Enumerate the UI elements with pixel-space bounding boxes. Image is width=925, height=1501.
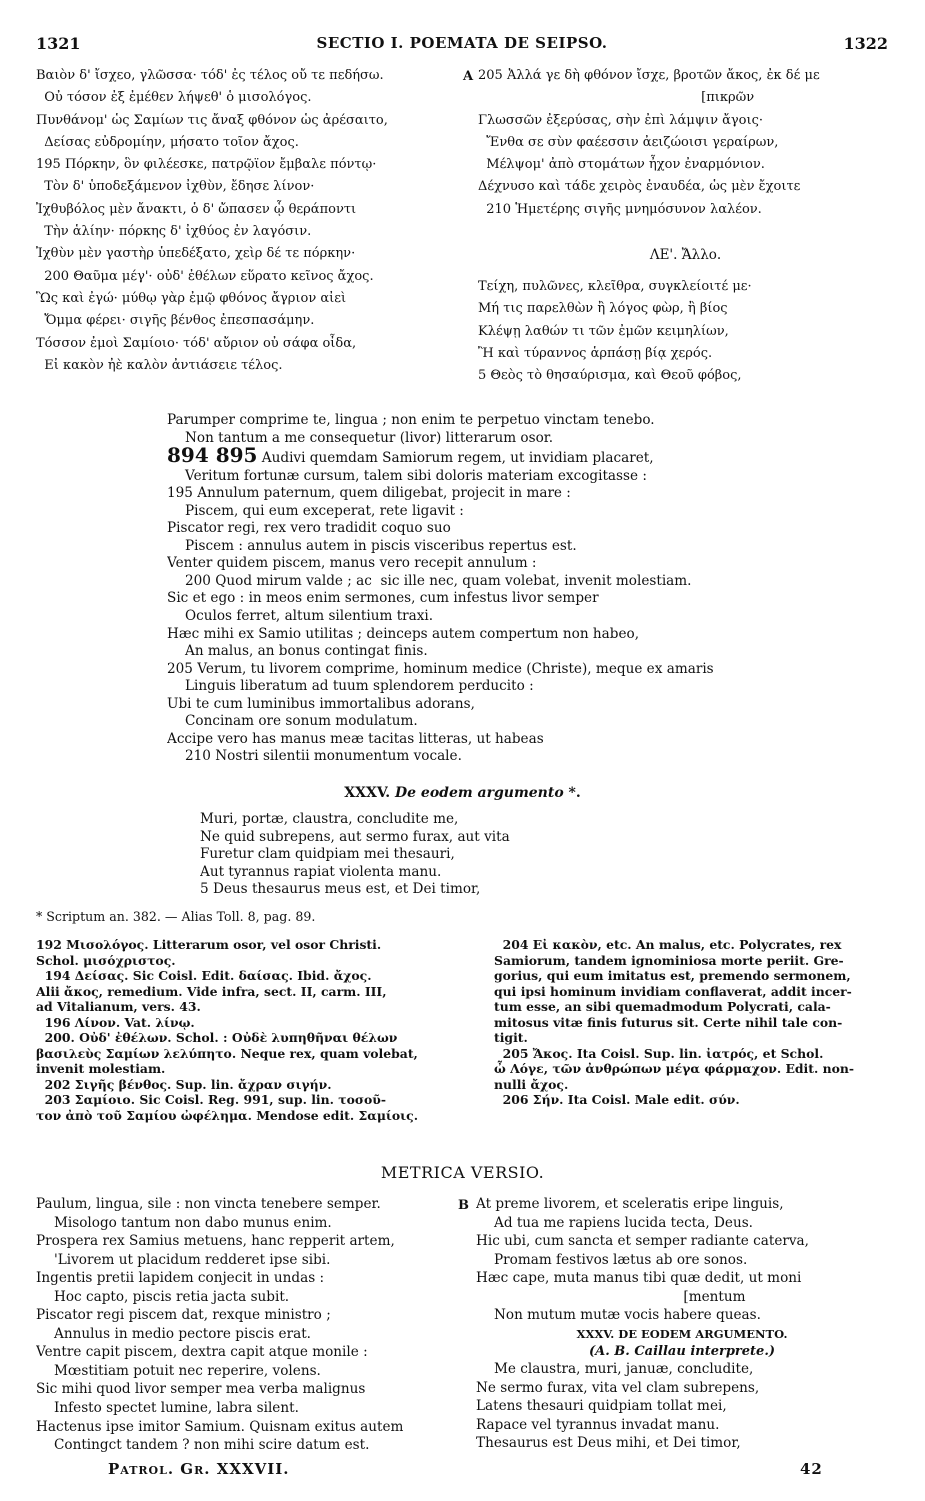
greek-line: Δέχνυσο καὶ τάδε χειρὸς ἐναυδέα, ὡς μὲν ἔχοιτε bbox=[478, 179, 801, 195]
verse-line: Hoc capto, piscis retia jacta subit. bbox=[54, 1288, 290, 1305]
note-line: tum esse, an sibi quemadmodum Polycrati, cala- bbox=[494, 999, 831, 1015]
page-header bbox=[36, 34, 888, 56]
page-number-right: 1322 bbox=[843, 34, 888, 53]
greek-text-left bbox=[36, 65, 461, 377]
latin-line: Piscem : annulus autem in piscis visceribus repertus est. bbox=[185, 537, 577, 554]
line-text: Audivi quemdam Samiorum regem, ut invidiam placaret, bbox=[261, 450, 654, 467]
verse-line: Hæc cape, muta manus tibi quæ dedit, ut moni bbox=[476, 1270, 802, 1287]
latin-line: Sic et ego : in meos enim sermones, cum infestus livor semper bbox=[167, 590, 599, 607]
note-line: qui ipsi hominum invidiam conflaverat, addit incer- bbox=[494, 983, 852, 999]
greek-line: Μή τις παρελθὼν ἢ λόγος φὼρ, ἢ βίος bbox=[478, 301, 728, 317]
greek-line: Δείσας εὐδρομίην, μήσατο τοῖον ἄχος. bbox=[36, 134, 299, 150]
greek-line: 200 Θαῦμα μέγ'· οὐδ' ἐθέλων εὕρατο κεῖνος ἄχος. bbox=[36, 268, 374, 284]
verse-line: Misologo tantum non dabo munus enim. bbox=[54, 1214, 332, 1231]
greek-line: 210 Ἡμετέρης σιγῆς μνημόσυνον λαλέον. bbox=[478, 201, 762, 217]
greek-line: 195 Πόρκην, ὃν φιλέεσκε, πατρῷϊον ἔμβαλε πόντῳ· bbox=[36, 157, 377, 173]
note-line: βασιλεὺς Σαμίων λελύπητο. Neque rex, quam volebat, bbox=[36, 1045, 418, 1061]
latin-line bbox=[167, 443, 887, 468]
verse-line: Rapace vel tyrannus invadat manu. bbox=[476, 1416, 720, 1433]
latin-line: Concinam ore sonum modulatum. bbox=[185, 713, 418, 730]
verse-line: Promam festivos lætus ab ore sonos. bbox=[494, 1251, 748, 1268]
note-line: Samiorum, tandem ignominiosa morte periit. Gre- bbox=[494, 952, 844, 968]
note-line: 206 Σήν. Ita Coisl. Male edit. σύν. bbox=[494, 1092, 740, 1108]
latin-line: Ne quid subrepens, aut sermo furax, aut vita bbox=[200, 828, 510, 845]
latin-translation bbox=[167, 412, 887, 766]
latin-line: Aut tyrannus rapiat violenta manu. bbox=[200, 863, 442, 880]
notes-left bbox=[36, 937, 481, 1124]
latin-line: Non tantum a me consequetur (livor) litterarum osor. bbox=[185, 429, 554, 446]
greek-line: Πυνθάνομ' ὡς Σαμίων τις ἄναξ φθόνον ὡς ἀρέσαιτο, bbox=[36, 112, 388, 128]
latin-title-footnote-mark: *. bbox=[563, 785, 581, 801]
note-line: 192 Μισολόγος. Litterarum osor, vel osor Christi. bbox=[36, 937, 382, 952]
metrica-right-subtitle: (A. B. Caillau interprete.) bbox=[589, 1344, 775, 1359]
latin-line: Accipe vero has manus meæ tacitas litteras, ut habeas bbox=[167, 730, 544, 747]
greek-line: Οὐ τόσον ἐξ ἐμέθεν λήψεθ' ὁ μισολόγος. bbox=[36, 90, 312, 106]
greek-line: Τόσσον ἐμοὶ Σαμίοιο· τόδ' αὔριον οὐ σάφα οἶδα, bbox=[36, 335, 357, 351]
latin-line: Oculos ferret, altum silentium traxi. bbox=[185, 608, 434, 625]
verse-line: 'Livorem ut placidum redderet ipse sibi. bbox=[54, 1251, 331, 1268]
latin-line: 195 Annulum paternum, quem diligebat, projecit in mare : bbox=[167, 485, 571, 502]
note-line: Schol. μισόχριστος. bbox=[36, 952, 176, 968]
verse-line: Latens thesauri quidpiam tollat mei, bbox=[476, 1398, 727, 1415]
running-title: SECTIO I. POEMATA DE SEIPSO. bbox=[316, 34, 608, 52]
margin-marker-a: A bbox=[463, 69, 474, 84]
note-line: nulli ἄχος. bbox=[494, 1076, 569, 1092]
latin-line: Ubi te cum luminibus immortalibus adorans, bbox=[167, 695, 475, 712]
latin-line: Venter quidem piscem, manus vero recepit annulum : bbox=[167, 555, 537, 572]
greek-line: Εἰ κακὸν ἠὲ καλὸν ἀντιάσειε τέλος. bbox=[36, 357, 283, 373]
notes-right bbox=[494, 937, 890, 1108]
note-line: ad Vitalianum, vers. 43. bbox=[36, 999, 201, 1015]
verse-line: Prospera rex Samius metuens, hanc repperit artem, bbox=[36, 1233, 395, 1250]
greek-line: Βαιὸν δ' ἴσχεο, γλῶσσα· τόδ' ἐς τέλος οὔ τε πεδήσω. bbox=[36, 68, 384, 83]
greek-line: Γλωσσῶν ἐξερύσας, σὴν ἐπὶ λάμψιν ἄγοις· bbox=[478, 112, 763, 128]
verse-line: Ingentis pretii lapidem conjecit in undas : bbox=[36, 1270, 325, 1287]
latin-line: Hæc mihi ex Samio utilitas ; deinceps autem compertum non habeo, bbox=[167, 625, 640, 642]
verse-line: Me claustra, muri, januæ, concludite, bbox=[494, 1361, 754, 1377]
verse-line: Infesto spectet lumine, labra silent. bbox=[54, 1400, 299, 1417]
greek-poem-title: ΛΕ'. Ἄλλο. bbox=[649, 247, 722, 263]
note-line: tigit. bbox=[494, 1030, 528, 1046]
latin-line: 210 Nostri silentii monumentum vocale. bbox=[185, 748, 462, 765]
latin-line: 200 Quod mirum valde ; ac sic ille nec, quam volebat, invenit molestiam. bbox=[185, 572, 692, 589]
footnote: * Scriptum an. 382. — Alias Toll. 8, pag. 89. bbox=[36, 909, 316, 924]
greek-line: Τὸν δ' ὑποδεξάμενον ἰχθὺν, ἔδησε λίνον· bbox=[36, 179, 315, 195]
metrica-right-title: XXXV. DE EODEM ARGUMENTO. bbox=[576, 1327, 788, 1341]
note-line: 205 Ἄκος. Ita Coisl. Sup. lin. ἰατρός, et Schol. bbox=[494, 1045, 824, 1061]
verse-line: Non mutum mutæ vocis habere queas. bbox=[494, 1307, 761, 1324]
note-line: τον ἀπὸ τοῦ Σαμίου ὠφέλημα. Mendose edit. Σαμίοις. bbox=[36, 1108, 419, 1124]
latin-line: Muri, portæ, claustra, concludite me, bbox=[200, 811, 459, 827]
note-line: Alii ἄκος, remedium. Vide infra, sect. II, carm. III, bbox=[36, 983, 387, 999]
note-line: 200. Οὐδ' ἐθέλων. Schol. : Οὐδὲ λυπηθῆναι θέλων bbox=[36, 1030, 398, 1046]
greek-line: Ἔνθα σε σὺν φαέεσσιν ἀειζώοισι γεραίρων, bbox=[478, 134, 779, 150]
verse-line: [mentum bbox=[476, 1288, 746, 1305]
margin-marker-b: B bbox=[458, 1198, 469, 1213]
latin-title-number: XXXV. bbox=[344, 785, 391, 801]
footer-left: Patrol. Gr. XXXVII. bbox=[108, 1460, 290, 1478]
latin-line: An malus, an bonus contingat finis. bbox=[185, 643, 428, 660]
note-line: invenit molestiam. bbox=[36, 1061, 166, 1077]
verse-line: Piscator regi piscem dat, rexque ministro ; bbox=[36, 1307, 331, 1324]
greek-line: Ἢ καὶ τύραννος ἁρπάσῃ βίᾳ χερός. bbox=[478, 345, 713, 361]
verse-line: Ventre capit piscem, dextra capit atque monile : bbox=[36, 1344, 368, 1361]
note-line: 196 Λίνον. Vat. λίνῳ. bbox=[36, 1014, 195, 1030]
latin-line: Piscem, qui eum exceperat, rete ligavit : bbox=[185, 502, 464, 519]
verse-line: Contingct tandem ? non mihi scire datum est. bbox=[54, 1437, 370, 1454]
metrica-left bbox=[36, 1195, 466, 1455]
footer-right: 42 bbox=[800, 1460, 823, 1478]
verse-line: At preme livorem, et sceleratis eripe linguis, bbox=[476, 1196, 784, 1212]
greek-line: Ἰχθυβόλος μὲν ἄνακτι, ὁ δ' ὤπασεν ᾧ θεράποντι bbox=[36, 201, 357, 217]
verse-line: Annulus in medio pectore piscis erat. bbox=[54, 1325, 311, 1342]
verse-line: Ne sermo furax, vita vel clam subrepens, bbox=[476, 1379, 760, 1396]
verse-line: Hactenus ipse imitor Samium. Quisnam exitus autem bbox=[36, 1418, 404, 1435]
verse-line: Ad tua me rapiens lucida tecta, Deus. bbox=[494, 1214, 754, 1231]
verse-line: Mœstitiam potuit nec reperire, volens. bbox=[54, 1362, 321, 1379]
greek-line: 5 Θεὸς τὸ θησαύρισμα, καὶ Θεοῦ φόβος, bbox=[478, 368, 742, 384]
note-line: 202 Σιγῆς βένθος. Sup. lin. ἄχραν σιγήν. bbox=[36, 1076, 332, 1092]
greek-line: 205 Ἀλλά γε δὴ φθόνον ἴσχε, βροτῶν ἄκος, ἐκ δέ με bbox=[478, 68, 820, 83]
latin-line: Piscator regi, rex vero tradidit coquo suo bbox=[167, 520, 451, 537]
note-line: 204 Εἰ κακὸν, etc. An malus, etc. Polycrates, rex bbox=[494, 937, 842, 952]
greek-line: Μέλψομ' ἀπὸ στομάτων ἦχον ἐναρμόνιον. bbox=[478, 157, 765, 173]
metrica-right-xxxv bbox=[476, 1360, 888, 1453]
latin-section-title bbox=[0, 785, 925, 801]
latin-line: Furetur clam quidpiam mei thesauri, bbox=[200, 846, 455, 863]
verse-line: Paulum, lingua, sile : non vincta tenebere semper. bbox=[36, 1196, 381, 1212]
note-line: gorius, qui eum imitatus est, premendo sermonem, bbox=[494, 968, 851, 984]
latin-line: Parumper comprime te, lingua ; non enim te perpetuo vinctam tenebo. bbox=[167, 412, 655, 428]
metrica-right bbox=[476, 1195, 888, 1325]
note-line: ὦ Λόγε, τῶν ἀνθρώπων μέγα φάρμαχον. Edit. non- bbox=[494, 1061, 855, 1077]
column-number: 894 895 bbox=[167, 443, 258, 468]
note-line: mitosus vitæ finis futurus sit. Certe nihil tale con- bbox=[494, 1014, 843, 1030]
page-number-left: 1321 bbox=[36, 34, 81, 53]
verse-line: Hic ubi, cum sancta et semper radiante caterva, bbox=[476, 1233, 809, 1250]
greek-line: Κλέψῃ λαθών τι τῶν ἐμῶν κειμηλίων, bbox=[478, 323, 729, 339]
greek-line: Ἰχθὺν μὲν γαστὴρ ὑπεδέξατο, χεὶρ δέ τε πόρκην· bbox=[36, 246, 356, 262]
greek-text-right-xxxv bbox=[478, 276, 893, 387]
verse-line: Thesaurus est Deus mihi, et Dei timor, bbox=[476, 1435, 741, 1452]
greek-line: Τὴν ἁλίην· πόρκης δ' ἰχθύος ἐν λαγόσιν. bbox=[36, 224, 312, 240]
note-line: 194 Δείσας. Sic Coisl. Edit. δαίσας. Ibid. ἄχος. bbox=[36, 968, 372, 984]
latin-xxxv bbox=[200, 811, 890, 899]
latin-line: 5 Deus thesaurus meus est, et Dei timor, bbox=[200, 881, 481, 898]
greek-line: Τείχη, πυλῶνες, κλεῖθρα, συγκλείοιτέ με· bbox=[478, 279, 752, 294]
greek-line: Ὄμμα φέρει· σιγῆς βένθος ἐπεσπασάμην. bbox=[36, 313, 315, 329]
latin-line: 205 Verum, tu livorem comprime, hominum medice (Christe), meque ex amaris bbox=[167, 660, 714, 677]
note-line: 203 Σαμίοιο. Sic Coisl. Reg. 991, sup. lin. τοσοῦ- bbox=[36, 1092, 387, 1108]
verse-line: Sic mihi quod livor semper mea verba malignus bbox=[36, 1381, 366, 1398]
greek-line: Ὣς καὶ ἐγώ· μύθῳ γὰρ ἐμῷ φθόνος ἄγριον αἰεὶ bbox=[36, 290, 347, 306]
metrica-versio-title: METRICA VERSIO. bbox=[380, 1163, 545, 1182]
greek-text-right bbox=[478, 65, 893, 221]
latin-title-text: De eodem argumento bbox=[395, 785, 564, 801]
greek-line: [πικρῶν bbox=[478, 90, 755, 106]
latin-line: Veritum fortunæ cursum, talem sibi doloris materiam excogitasse : bbox=[185, 467, 647, 484]
latin-line: Linguis liberatum ad tuum splendorem perducito : bbox=[185, 678, 534, 695]
